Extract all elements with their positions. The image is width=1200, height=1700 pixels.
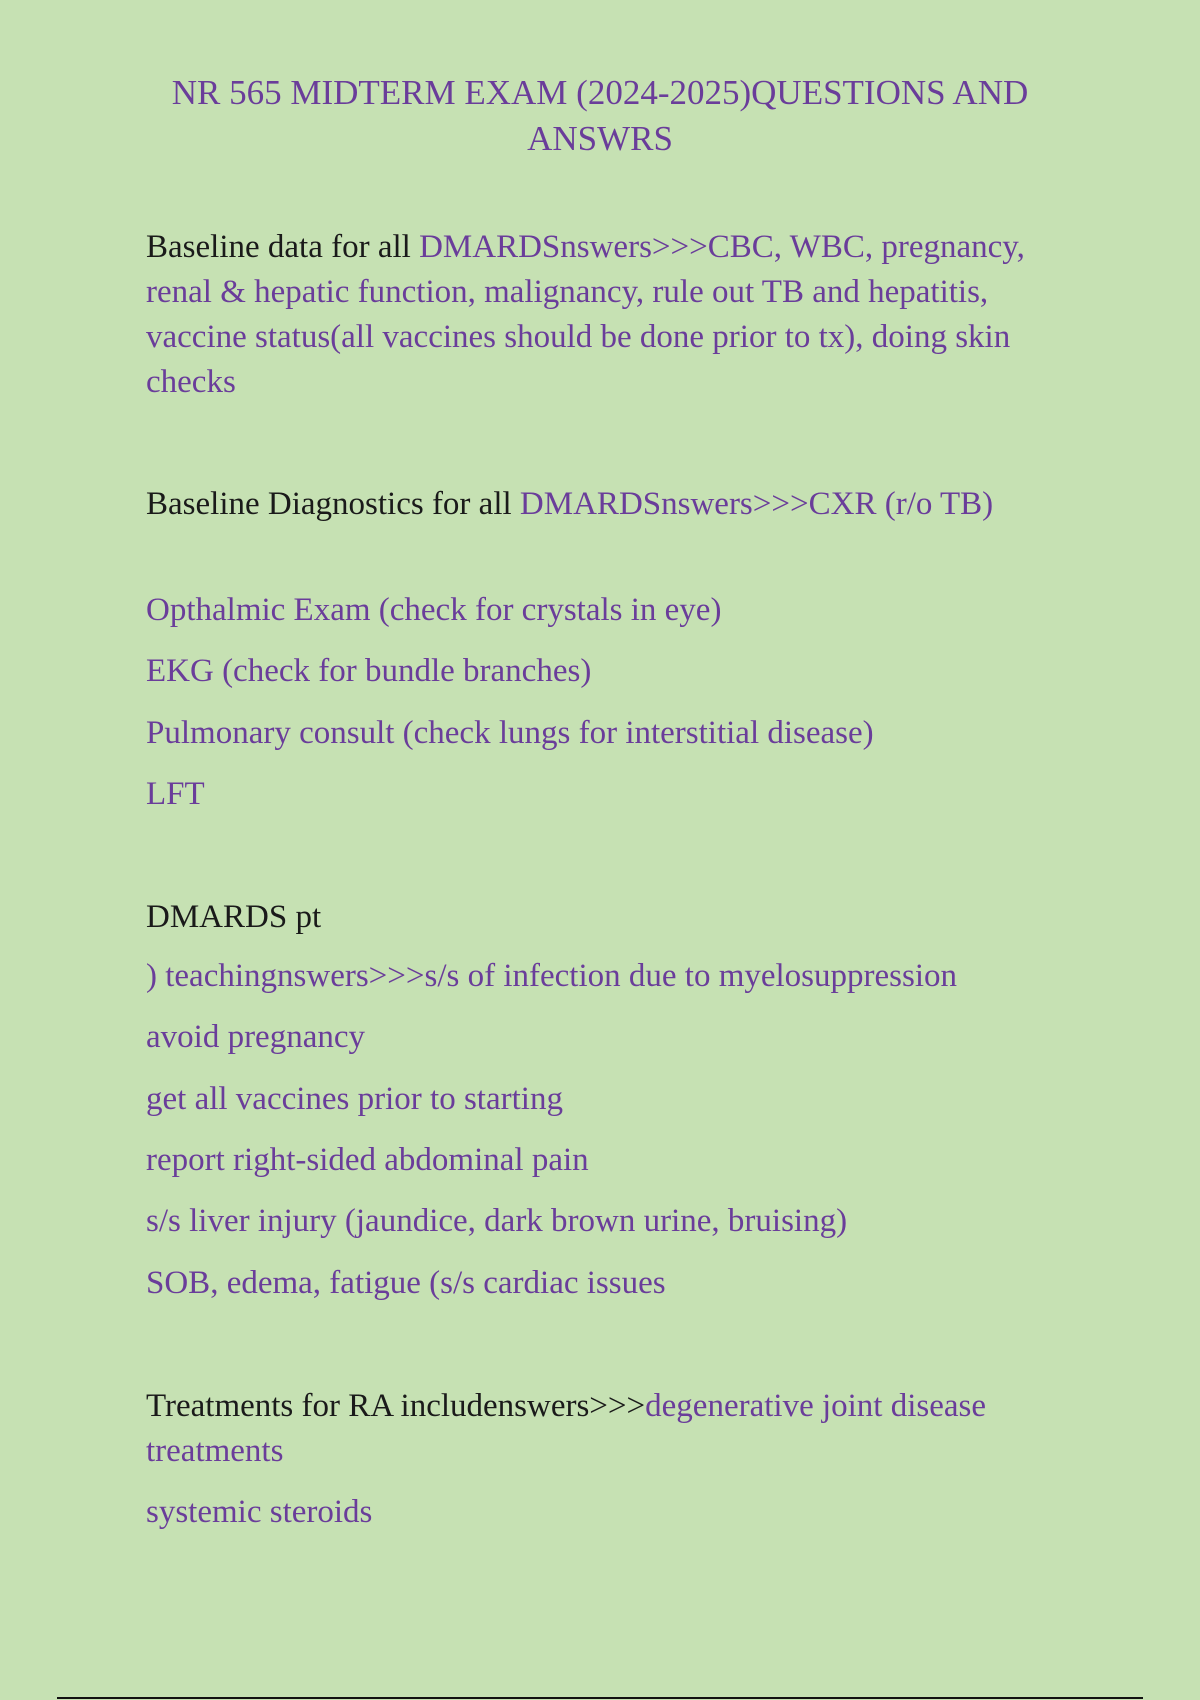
page-title: NR 565 MIDTERM EXAM (2024-2025)QUESTIONS AND ANSWRS [171, 73, 1029, 158]
answer-line: ) teachingnswers>>>s/s of infection due to myelosuppression [146, 958, 958, 994]
answer-line: SOB, edema, fatigue (s/s cardiac issues [146, 1265, 666, 1301]
bottom-divider [57, 1697, 1143, 1699]
answer-line: report right-sided abdominal pain [146, 1142, 589, 1178]
answer-text: DMARDSnswers>>>CXR (r/o TB) [519, 486, 994, 522]
qa-item-dmards-teaching [146, 895, 1076, 940]
question-text: Baseline data for all [146, 229, 420, 265]
answer-line: LFT [146, 776, 205, 812]
answer-line: s/s liver injury (jaundice, dark brown urine, bruising) [146, 1203, 848, 1239]
answer-text: degenerative joint disease treatments [146, 1388, 987, 1469]
qa-item-baseline-data [146, 225, 1076, 405]
qa-item-ra-treatments [146, 1384, 1076, 1474]
question-text: DMARDS pt [146, 899, 322, 935]
answer-text: DMARDSnswers>>>CBC, WBC, pregnancy, renal & hepatic function, malignancy, rule out TB and hepatitis, vaccine status(all vaccines should be done prior to tx), doing skin checks [146, 229, 1025, 400]
answer-line: Opthalmic Exam (check for crystals in eye) [146, 592, 722, 628]
question-text: Baseline Diagnostics for all [146, 486, 520, 522]
answer-line: systemic steroids [146, 1494, 373, 1530]
answer-line: avoid pregnancy [146, 1019, 365, 1055]
answer-line: get all vaccines prior to starting [146, 1081, 563, 1117]
question-text: Treatments for RA includenswers>>> [146, 1388, 646, 1424]
answer-line: Pulmonary consult (check lungs for interstitial disease) [146, 715, 874, 751]
qa-item-baseline-diagnostics [146, 482, 1076, 527]
answer-line: EKG (check for bundle branches) [146, 653, 592, 689]
